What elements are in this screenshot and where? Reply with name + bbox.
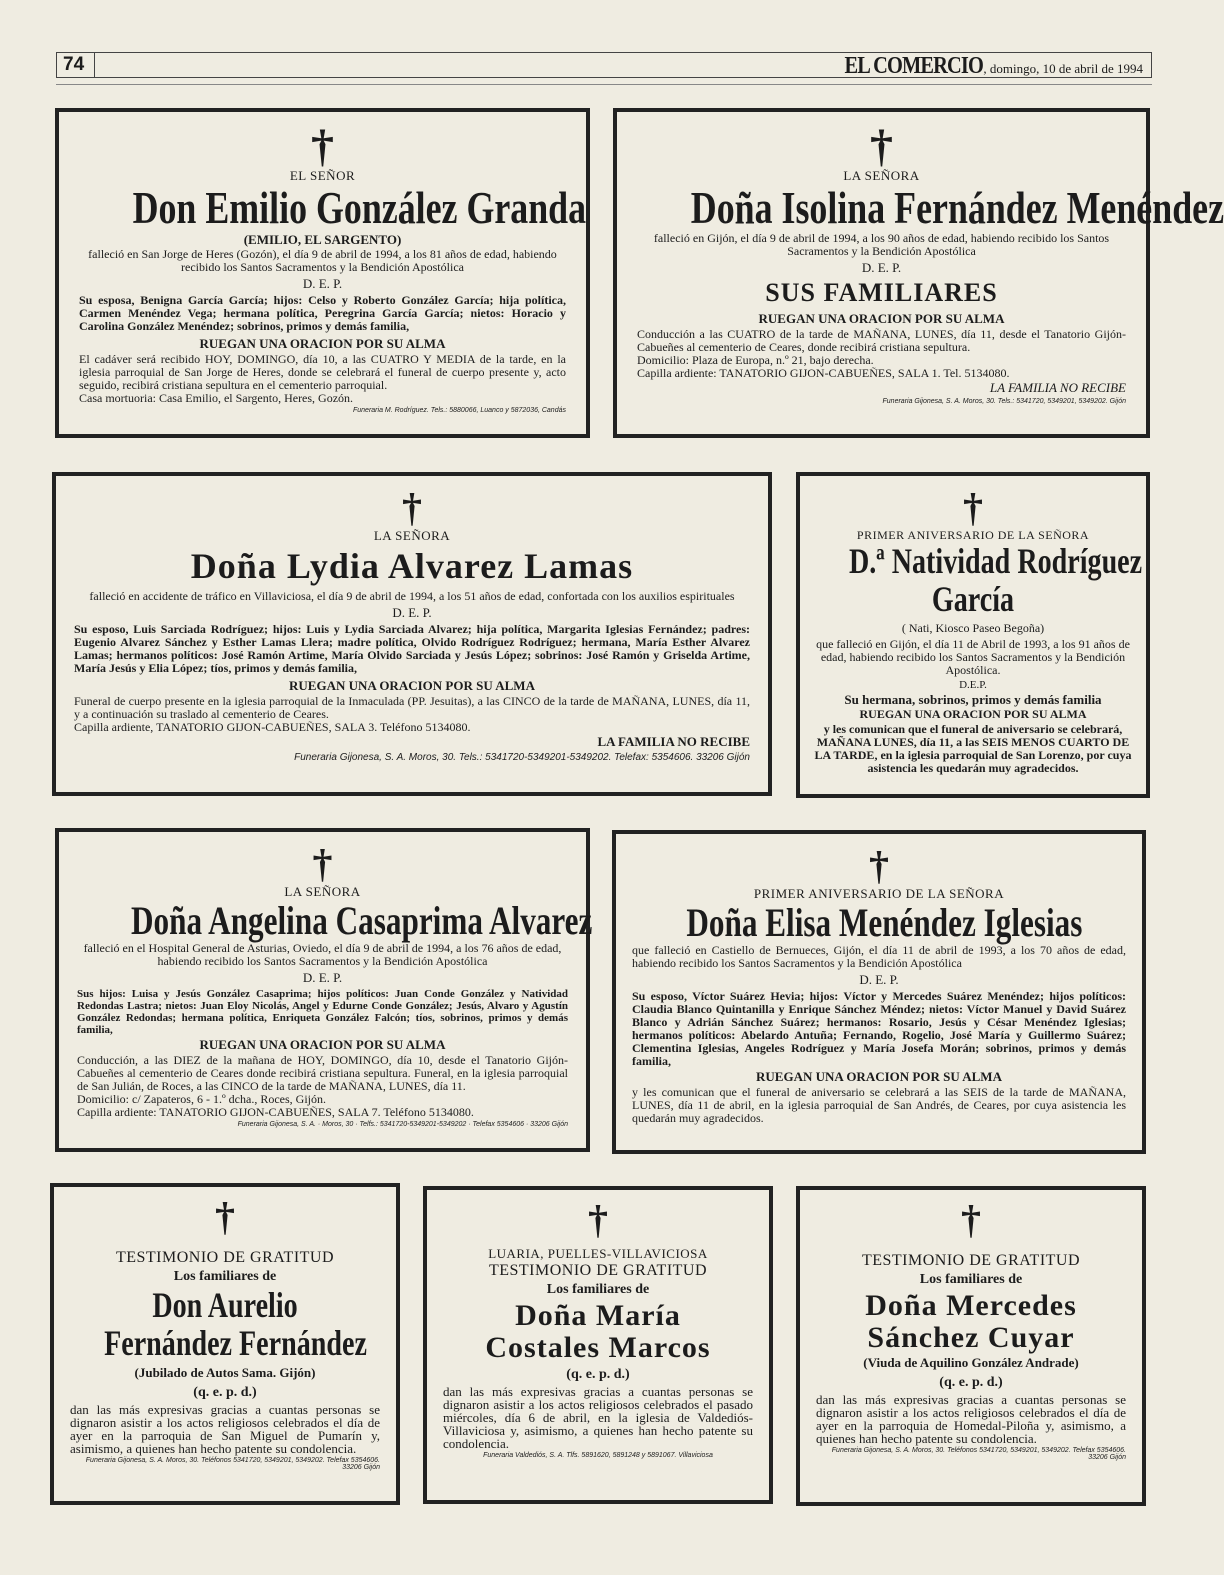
gratitude-text: dan las más expresivas gracias a cuantas personas se dignaron asistir a los actos religiosos celebrados el pasado miércoles, día 6 de abril, en la iglesia de Valdediós-Villaviciosa y, asimismo, a quienes han hecho patente su condolencia. (443, 1384, 753, 1451)
home-address: Domicilio: c/ Zapateros, 6 - 1.º dcha., Roces, Gijón. (77, 1092, 326, 1106)
funeral-home: Funeraria Gijonesa, S. A. Moros, 30. Teléfonos 5341720, 5349201, 5349202. Telefax 5354606. 33206 Gijón (831, 1447, 1126, 1461)
death-info: falleció en Gijón, el día 9 de abril de 1994, a los 90 años de edad, habiendo recibido los Santos Sacramentos y la Bendición Apostólica (653, 231, 1110, 259)
deceased-name: Doña Angelina Casaprima Alvarez (131, 898, 593, 943)
dep: D. E. P. (859, 972, 899, 987)
family-list: Su hermana, sobrinos, primos y demás familia (844, 691, 1102, 707)
header-rule (56, 84, 1152, 85)
death-info: que falleció en Gijón, el día 11 de Abril de 1993, a los 91 años de edad, habiendo recibido los Santos Sacramentos y la Bendición Apostólica. (816, 636, 1130, 677)
cross-icon: † (870, 120, 893, 171)
gratitude-heading: TESTIMONIO DE GRATITUD (488, 1262, 708, 1279)
cross-icon: † (588, 1197, 608, 1242)
funeral-details: Conducción, a las DIEZ de la mañana de HOY, DOMINGO, día 10, desde el Tanatorio Gijón-Cabueñes al cementerio de Ceares donde recibirá cristiana sepultura. Funeral, en la iglesia parroquial de San Julián, de Roces, a las CINCO de la tarde de MAÑANA, LUNES, día 11. (77, 1053, 568, 1093)
anniversary-natividad-rodriguez (796, 472, 1150, 798)
qepd: (q. e. p. d.) (193, 1384, 257, 1400)
obituary-pre: LA SEÑORA (284, 884, 361, 899)
chapel-info: Capilla ardiente: TANATORIO GIJON-CABUEÑES, SALA 1. Tel. 5134080. (637, 366, 1010, 381)
obituary-emilio-gonzalez (55, 108, 590, 438)
funeral-details: Funeral de cuerpo presente en la iglesia parroquial de la Inmaculada (PP. Jesuitas), a las CINCO de la tarde de MAÑANA, LUNES, día 11, y a continuación su traslado al cementerio de Ceares. (74, 693, 750, 721)
prayer-request: RUEGAN UNA ORACION POR SU ALMA (199, 1037, 446, 1052)
qepd: (q. e. p. d.) (939, 1375, 1003, 1390)
prayer-request: RUEGAN UNA ORACION POR SU ALMA (199, 336, 446, 352)
death-info: que falleció en Castiello de Bernueces, Gijón, el día 11 de abril de 1993, a los 70 años de edad, habiendo recibido los Santos Sacramentos y la Bendición Apostólica (632, 943, 1126, 970)
obituary-angelina-casaprima (55, 828, 593, 1152)
deceased-name-line-2: Costales Marcos (485, 1330, 711, 1364)
family-heading: SUS FAMILIARES (765, 278, 998, 308)
qepd: (q. e. p. d.) (566, 1367, 630, 1382)
cross-icon: † (311, 120, 334, 171)
funeral-details: El cadáver será recibido HOY, DOMINGO, día 10, a las CUATRO Y MEDIA de la tarde, en la iglesia parroquial de San Jorge de Heres, donde se celebrará el funeral de cuerpo presente y, acto seguido, recibirá cristiana sepultura en el cementerio parroquial. (79, 352, 566, 393)
newspaper-logo: EL COMERCIO (844, 53, 984, 79)
anniversary-elisa-menendez (612, 830, 1146, 1154)
chapel-info: Capilla ardiente, TANATORIO GIJON-CABUEÑES, SALA 3. Teléfono 5134080. (74, 719, 471, 734)
occupation: (Jubilado de Autos Sama. Gijón) (134, 1364, 316, 1380)
dep: D. E. P. (392, 604, 432, 620)
issue-date: , domingo, 10 de abril de 1994 (983, 61, 1143, 76)
chapel-info: Capilla ardiente: TANATORIO GIJON-CABUEÑES, SALA 7. Teléfono 5134080. (77, 1105, 474, 1119)
family-of: Los familiares de (173, 1269, 277, 1284)
death-info: falleció en accidente de tráfico en Villaviciosa, el día 9 de abril de 1994, a los 51 años de edad, confortada con los auxilios espirituales (89, 588, 735, 603)
funeral-home: Funeraria Gijonesa, S. A. Moros, 30. Tels.: 5341720-5349201-5349202. Telefax: 5354606. 33206 Gijón (294, 751, 750, 763)
cross-icon: † (963, 485, 983, 530)
family-list: Su esposa, Benigna García García; hijos: Celso y Roberto González García; hija política, Carmen Menéndez Vega; hermana política, Peregrina García García; nietos: Horacio y Carolina González Menéndez; sobrinos, primos y demás familia, (79, 293, 566, 334)
obituary-lydia-alvarez (52, 472, 772, 796)
deceased-name: Don Emilio González Granda (132, 182, 587, 233)
dep: D. E. P. (302, 970, 343, 985)
obituary-pre: LA SEÑORA (373, 528, 451, 543)
prayer-request: RUEGAN UNA ORACION POR SU ALMA (289, 677, 535, 693)
family-list: Su esposo, Luis Sarciada Rodríguez; hijos: Luis y Lydia Sarciada Alvarez; hija política, Margarita Iglesias Fernández; padres: Eugenio Alvarez Sánchez y Esther Lamas Llera; madre política, Olvido Rodríguez Rodríguez; hermana, María Esther Alvarez Lamas; hermanos políticos: José Ramón Artime, María Olvido Sarciada y Jesús López; sobrinos: José Ramón y Griselda Artime, María Jesús y Elia López; tíos, primos y demás familia, (74, 621, 750, 675)
location: LUARIA, PUELLES-VILLAVICIOSA (488, 1246, 708, 1261)
funeral-home: Funeraria Valdediós, S. A. Tlfs. 5891620, 5891248 y 5891067. Villaviciosa (483, 1452, 713, 1459)
funeral-home: Funeraria Gijonesa, S. A. · Moros, 30 · Telfs.: 5341720-5349201-5349202 · Telefax 5354606 · 33206 Gijón (237, 1121, 568, 1128)
dep: D. E. P. (861, 260, 902, 276)
family-of: Los familiares de (919, 1272, 1023, 1287)
funeral-home: Funeraria Gijonesa, S. A. Moros, 30. Teléfonos 5341720, 5349201, 5349202. Telefax 5354606. 33206 Gijón (85, 1456, 380, 1471)
deceased-name: Doña Lydia Alvarez Lamas (190, 546, 634, 586)
deceased-name-line-2: Fernández Fernández (104, 1322, 367, 1363)
dep: D.E.P. (959, 678, 987, 691)
nickname: ( Nati, Kiosco Paseo Begoña) (901, 620, 1045, 635)
widow-of: (Viuda de Aquilino González Andrade) (863, 1355, 1079, 1370)
anniversary-details: y les comunican que el funeral de aniversario se celebrará, MAÑANA LUNES, día 11, a las SEIS MENOS CUARTO DE LA TARDE, en la iglesia parroquial de San Lorenzo, por cuya asistencia les quedarán muy agradecidos. (814, 721, 1132, 775)
deceased-name-line-1: Doña María (515, 1299, 681, 1332)
cross-icon: † (312, 841, 333, 886)
dep: D. E. P. (302, 276, 343, 292)
cross-icon: † (402, 485, 422, 530)
family-not-receiving: LA FAMILIA NO RECIBE (989, 380, 1126, 396)
deceased-name-line-1: Doña Mercedes (865, 1289, 1077, 1322)
prayer-request: RUEGAN UNA ORACION POR SU ALMA (758, 311, 1005, 327)
funeral-house: Casa mortuoria: Casa Emilio, el Sargento, Heres, Gozón. (79, 391, 354, 406)
deceased-name-line-2: García (931, 578, 1015, 619)
funeral-home: Funeraria Gijonesa, S. A. Moros, 30. Tels.: 5341720, 5349201, 5349202. Gijón (882, 398, 1126, 406)
page-number: 74 (57, 53, 95, 77)
cross-icon: † (961, 1197, 981, 1242)
family-list: Su esposo, Víctor Suárez Hevia; hijos: Víctor y Mercedes Suárez Menéndez; hijos políticos: Claudia Blanco Quintanilla y Enrique Sánchez Méndez; nietos: Víctor Manuel y David Suárez Blanco y Adrián Sánchez Suárez; hermanos: Rosario, Jesús y César Menéndez Iglesias; hermanos políticos: Abelardo Antuña; Fernando, Rogelio, José María y Guillermo Suárez; Clementina Iglesias, Angeles Rodríguez y María Josefa Morán; sobrinos, primos y demás familia, (632, 989, 1126, 1068)
death-info: falleció en el Hospital General de Asturias, Oviedo, el día 9 de abril de 1994, a los 76 años de edad, habiendo recibido los Santos Sacramentos y la Bendición Apostólica (83, 941, 562, 968)
funeral-home: Funeraria M. Rodríguez. Tels.: 5880066, Luanco y 5872036, Candás (353, 407, 566, 415)
anniversary-pre: PRIMER ANIVERSARIO DE LA SEÑORA (753, 886, 1005, 901)
deceased-name-line-2: Sánchez Cuyar (867, 1320, 1075, 1354)
family-list: Sus hijos: Luisa y Jesús González Casaprima; hijos políticos: Juan Conde González y Natividad Redondas Lastra; nietos: Juan Eloy Nicolás, Angel y Edurne Conde González; Jesús, Alvaro y Agustín González Redondas; hermana política, Enriqueta González Falcón; tíos, sobrinos, primos y demás familia, (77, 988, 568, 1036)
gratitude-maria-costales (423, 1186, 773, 1504)
gratitude-heading: TESTIMONIO DE GRATITUD (115, 1249, 335, 1266)
gratitude-text: dan las más expresivas gracias a cuantas personas se dignaron asistir a los actos religiosos celebrados el día de ayer en la parroquia de San Miguel de Pumarín y, asimismo, a quienes han hecho patente su condolencia. (70, 1401, 380, 1456)
page-header (56, 52, 1152, 78)
cross-icon: † (869, 843, 889, 888)
family-not-receiving: LA FAMILIA NO RECIBE (597, 733, 750, 749)
prayer-request: RUEGAN UNA ORACION POR SU ALMA (756, 1069, 1002, 1084)
deceased-name-line-1: Don Aurelio (152, 1285, 298, 1325)
anniversary-details: y les comunican que el funeral de aniversario se celebrará a las SEIS de la tarde de MAÑANA, LUNES, día 11 de abril, en la iglesia parroquial de San Andrés, de Ceares, por cuya asistencia les quedarán muy agradecidos. (632, 1085, 1126, 1125)
family-of: Los familiares de (546, 1282, 650, 1297)
gratitude-mercedes-sanchez (796, 1186, 1146, 1506)
gratitude-aurelio-fernandez (50, 1183, 400, 1505)
home-address: Domicilio: Plaza de Europa, n.º 21, bajo derecha. (637, 353, 874, 368)
obituary-pre: LA SEÑORA (843, 168, 920, 183)
obituary-pre: EL SEÑOR (289, 168, 356, 183)
nickname: (EMILIO, EL SARGENTO) (243, 232, 402, 248)
gratitude-text: dan las más expresivas gracias a cuantas personas se dignaron asistir a los actos religiosos celebrados el día de ayer en la parroquia de Homedal-Piloña y, asimismo, a quienes han hecho patente su condolencia. (816, 1392, 1126, 1446)
obituary-isolina-fernandez (613, 108, 1224, 438)
funeral-details: Conducción a las CUATRO de la tarde de MAÑANA, LUNES, día 11, desde el Tanatorio Gijón-Cabueñes al cementerio de Ceares, donde recibirá cristiana sepultura. (637, 327, 1126, 355)
anniversary-pre: PRIMER ANIVERSARIO DE LA SEÑORA (856, 528, 1090, 542)
gratitude-heading: TESTIMONIO DE GRATITUD (861, 1252, 1081, 1269)
deceased-name: Doña Elisa Menéndez Iglesias (686, 900, 1083, 945)
masthead (820, 53, 1143, 81)
death-info: falleció en San Jorge de Heres (Gozón), el día 9 de abril de 1994, a los 81 años de edad, habiendo recibido los Santos Sacramentos y la Bendición Apostólica (88, 247, 557, 275)
deceased-name-line-1: D.ª Natividad Rodríguez (848, 541, 1143, 581)
deceased-name: Doña Isolina Fernández Menéndez (690, 182, 1224, 233)
prayer-request: RUEGAN UNA ORACION POR SU ALMA (859, 706, 1087, 721)
cross-icon: † (215, 1194, 235, 1239)
